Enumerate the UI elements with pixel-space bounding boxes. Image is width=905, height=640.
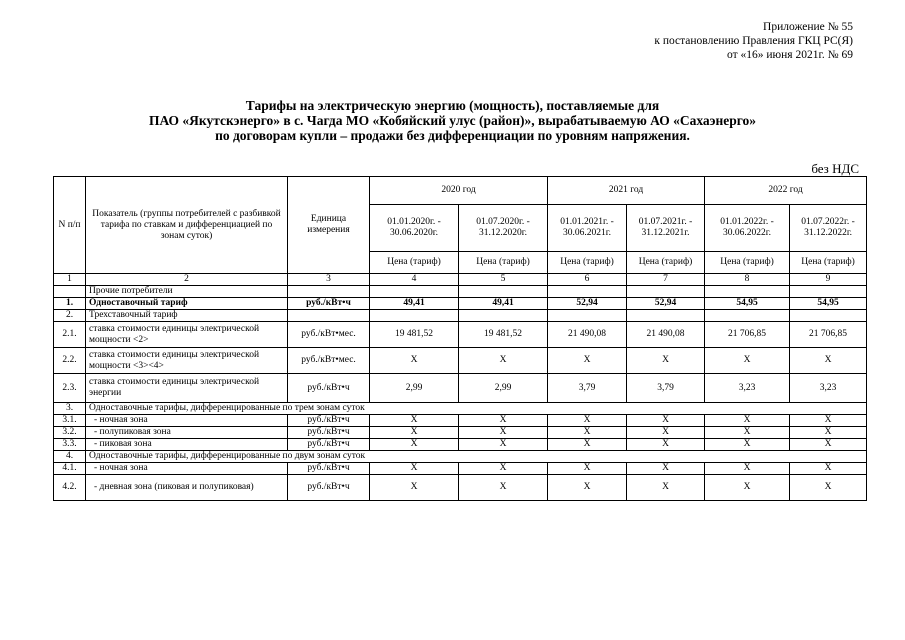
header-period: 01.01.2020г. - 30.06.2020г. (370, 205, 459, 252)
row-label: - ночная зона (86, 463, 288, 475)
tariff-value: X (627, 427, 705, 439)
tariff-value: X (548, 463, 627, 475)
tariff-value: X (627, 348, 705, 374)
tariff-value: 2,99 (370, 374, 459, 403)
appendix-block (654, 20, 853, 62)
header-price-label: Цена (тариф) (459, 252, 548, 274)
row-label: - дневная зона (пиковая и полупиковая) (86, 475, 288, 501)
header-price-label: Цена (тариф) (370, 252, 459, 274)
table-row (54, 403, 867, 415)
document-title (0, 98, 905, 143)
tariff-value: 52,94 (627, 298, 705, 310)
column-number: 5 (459, 274, 548, 286)
row-unit (288, 310, 370, 322)
row-number: 3.2. (54, 427, 86, 439)
table-row (54, 463, 867, 475)
row-unit: руб./кВт•ч (288, 427, 370, 439)
header-year-2022: 2022 год (705, 177, 867, 205)
tariff-value: 3,23 (705, 374, 790, 403)
tariff-value: 19 481,52 (370, 322, 459, 348)
row-number: 2.2. (54, 348, 86, 374)
column-number: 3 (288, 274, 370, 286)
tariff-value: X (370, 415, 459, 427)
row-number: 2.3. (54, 374, 86, 403)
appendix-line-2: к постановлению Правления ГКЦ РС(Я) (654, 35, 853, 47)
table-row (54, 374, 867, 403)
tariff-value: X (627, 439, 705, 451)
tariff-value (370, 310, 459, 322)
row-number (54, 286, 86, 298)
tariff-value: X (459, 427, 548, 439)
row-unit: руб./кВт•ч (288, 415, 370, 427)
tariff-value: 54,95 (790, 298, 867, 310)
header-period: 01.01.2021г. - 30.06.2021г. (548, 205, 627, 252)
header-num: N п/п (54, 177, 86, 274)
tariff-value (459, 310, 548, 322)
header-year-2020: 2020 год (370, 177, 548, 205)
tariff-value: X (370, 427, 459, 439)
column-number: 1 (54, 274, 86, 286)
tariff-value: X (627, 463, 705, 475)
tariff-value (370, 286, 459, 298)
tariff-value (627, 310, 705, 322)
tariff-value: 21 490,08 (548, 322, 627, 348)
row-label: Одноставочные тарифы, дифференцированные по двум зонам суток (86, 451, 867, 463)
tariff-value: X (370, 463, 459, 475)
tariff-value: X (705, 348, 790, 374)
header-unit: Единица измерения (288, 177, 370, 274)
row-unit: руб./кВт•ч (288, 475, 370, 501)
row-unit: руб./кВт•ч (288, 463, 370, 475)
tariff-value: X (790, 348, 867, 374)
appendix-line-1: Приложение № 55 (763, 21, 853, 33)
tariff-value (790, 286, 867, 298)
header-price-label: Цена (тариф) (627, 252, 705, 274)
table-row (54, 415, 867, 427)
appendix-line-3: от «16» июня 2021г. № 69 (727, 49, 853, 61)
header-period: 01.07.2021г. - 31.12.2021г. (627, 205, 705, 252)
column-number: 8 (705, 274, 790, 286)
row-number: 4.1. (54, 463, 86, 475)
row-label: Одноставочный тариф (86, 298, 288, 310)
tariff-value: 21 706,85 (790, 322, 867, 348)
tariff-value: 21 490,08 (627, 322, 705, 348)
tariff-value: 3,79 (627, 374, 705, 403)
row-unit: руб./кВт•мес. (288, 348, 370, 374)
table-row (54, 322, 867, 348)
tariff-value: 49,41 (459, 298, 548, 310)
tariff-value: X (370, 439, 459, 451)
header-price-label: Цена (тариф) (705, 252, 790, 274)
column-number: 9 (790, 274, 867, 286)
column-number: 2 (86, 274, 288, 286)
table-row (54, 475, 867, 501)
row-unit: руб./кВт•ч (288, 298, 370, 310)
tariff-value: X (548, 427, 627, 439)
tariff-value: X (370, 475, 459, 501)
row-label: - полупиковая зона (86, 427, 288, 439)
tariff-value: 21 706,85 (705, 322, 790, 348)
table-row (54, 298, 867, 310)
row-number: 4.2. (54, 475, 86, 501)
title-line-2: ПАО «Якутскэнерго» в с. Чагда МО «Кобяйский улус (район)», вырабатываемую АО «Сахаэнерго» (148, 113, 757, 128)
tariff-value: X (705, 415, 790, 427)
row-label: Трехставочный тариф (86, 310, 288, 322)
tariff-value: X (790, 427, 867, 439)
tariff-value: X (548, 415, 627, 427)
tariff-value: X (705, 463, 790, 475)
header-period: 01.07.2022г. - 31.12.2022г. (790, 205, 867, 252)
tariff-value: X (370, 348, 459, 374)
row-unit: руб./кВт•ч (288, 439, 370, 451)
tariff-value: X (459, 463, 548, 475)
header-year-2021: 2021 год (548, 177, 705, 205)
tariff-value (705, 286, 790, 298)
header-price-label: Цена (тариф) (790, 252, 867, 274)
row-number: 2. (54, 310, 86, 322)
tariff-value: X (459, 475, 548, 501)
tariff-value: X (790, 439, 867, 451)
column-number: 6 (548, 274, 627, 286)
tariff-value: X (627, 415, 705, 427)
tariff-value: X (548, 348, 627, 374)
tariff-value: X (705, 427, 790, 439)
row-label: - пиковая зона (86, 439, 288, 451)
row-label: ставка стоимости единицы электрической мощности <3><4> (86, 348, 288, 374)
table-row (54, 451, 867, 463)
row-unit: руб./кВт•мес. (288, 322, 370, 348)
title-line-3: по договорам купли – продажи без дифференциации по уровням напряжения. (215, 128, 690, 143)
tariff-value: X (548, 439, 627, 451)
tariff-value: X (548, 475, 627, 501)
tariff-table (53, 176, 867, 501)
tariff-value: 2,99 (459, 374, 548, 403)
row-label: ставка стоимости единицы электрической энергии (86, 374, 288, 403)
tariff-value: X (705, 439, 790, 451)
row-number: 4. (54, 451, 86, 463)
tariff-value (790, 310, 867, 322)
tariff-value: 3,23 (790, 374, 867, 403)
tariff-value: X (627, 475, 705, 501)
row-label: - ночная зона (86, 415, 288, 427)
row-number: 2.1. (54, 322, 86, 348)
tariff-value: 19 481,52 (459, 322, 548, 348)
tariff-value: X (459, 348, 548, 374)
tariff-value: 52,94 (548, 298, 627, 310)
row-label: Одноставочные тарифы, дифференцированные по трем зонам суток (86, 403, 867, 415)
table-row (54, 348, 867, 374)
tariff-value: X (790, 475, 867, 501)
row-number: 1. (54, 298, 86, 310)
row-number: 3.1. (54, 415, 86, 427)
row-unit (288, 286, 370, 298)
table-row (54, 439, 867, 451)
title-line-1: Тарифы на электрическую энергию (мощность), поставляемые для (245, 98, 660, 113)
tariff-value: X (459, 439, 548, 451)
tariff-value (548, 286, 627, 298)
column-number: 4 (370, 274, 459, 286)
row-label: ставка стоимости единицы электрической мощности <2> (86, 322, 288, 348)
table-row (54, 286, 867, 298)
header-period: 01.07.2020г. - 31.12.2020г. (459, 205, 548, 252)
tariff-value (705, 310, 790, 322)
tariff-value (459, 286, 548, 298)
column-number-row (54, 274, 867, 286)
row-number: 3. (54, 403, 86, 415)
column-number: 7 (627, 274, 705, 286)
header-price-label: Цена (тариф) (548, 252, 627, 274)
tariff-value: 49,41 (370, 298, 459, 310)
tariff-value: X (790, 415, 867, 427)
table-row (54, 427, 867, 439)
row-label: Прочие потребители (86, 286, 288, 298)
tariff-value: X (790, 463, 867, 475)
row-number: 3.3. (54, 439, 86, 451)
tariff-value: 54,95 (705, 298, 790, 310)
header-period: 01.01.2022г. - 30.06.2022г. (705, 205, 790, 252)
vat-note: без НДС (811, 161, 859, 176)
tariff-value: X (705, 475, 790, 501)
tariff-value (627, 286, 705, 298)
row-unit: руб./кВт•ч (288, 374, 370, 403)
tariff-value (548, 310, 627, 322)
table-row (54, 310, 867, 322)
header-indicator: Показатель (группы потребителей с разбивкой тарифа по ставкам и дифференциацией по зонам суток) (86, 177, 288, 274)
tariff-value: 3,79 (548, 374, 627, 403)
tariff-value: X (459, 415, 548, 427)
